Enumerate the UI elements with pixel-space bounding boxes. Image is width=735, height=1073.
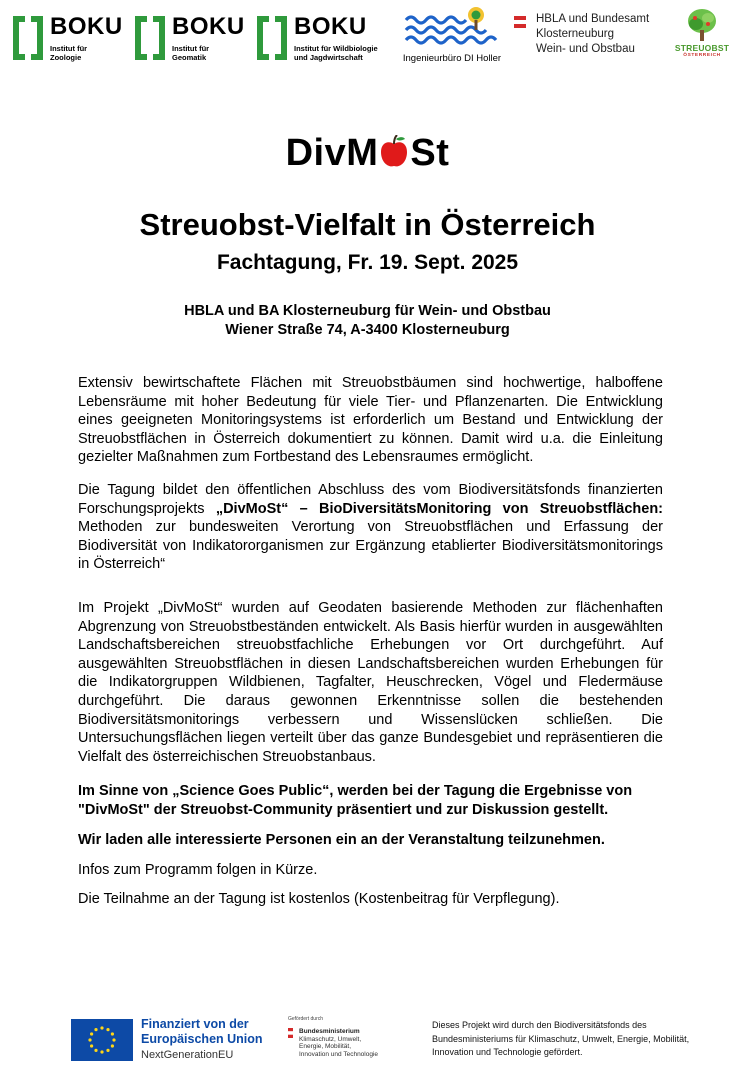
eu-line: Europäischen Union <box>141 1032 263 1046</box>
boku-institute-name <box>172 44 209 62</box>
ministry-line: Bundesministerium <box>299 1028 360 1035</box>
boku-institute-name <box>294 44 378 62</box>
venue-name: HBLA und BA Klosterneuburg für Wein- und Obstbau <box>184 303 551 319</box>
boku-institute-line: Zoologie <box>50 53 82 62</box>
austria-flag-icon <box>514 16 530 30</box>
event-date: Fachtagung, Fr. 19. Sept. 2025 <box>216 251 519 274</box>
ministry-line: Klimaschutz, Umwelt, <box>299 1035 362 1043</box>
eu-program: NextGenerationEU <box>141 1049 234 1061</box>
program-info-statement: Infos zum Programm folgen in Kürze. <box>78 862 318 878</box>
austria-flag-icon <box>288 1028 293 1038</box>
boku-institute-line: Geomatik <box>172 53 207 62</box>
project-name: „DivMoSt“ – BioDiversitätsMonitoring von Streuobstflächen: <box>215 500 663 517</box>
hbla-klosterneuburg-logo <box>514 12 664 62</box>
streuobst-logo-country: ÖSTERREICH <box>683 53 721 58</box>
venue-street: Wiener Straße 74, A-3400 Klosterneuburg <box>225 322 510 338</box>
hbla-line: Wein- und Obstbau <box>536 43 635 55</box>
boku-mark-icon <box>133 14 167 62</box>
ministry-logo <box>288 1016 413 1068</box>
boku-wordmark: BOKU <box>294 13 367 40</box>
boku-geomatik-logo <box>133 14 243 64</box>
streuobst-oesterreich-logo <box>672 6 732 68</box>
boku-institute-line: und Jagdwirtschaft <box>294 53 363 62</box>
eu-flag-icon <box>71 1019 133 1061</box>
ministry-line: Innovation und Technologie <box>299 1050 379 1058</box>
eu-line: Finanziert von der <box>141 1017 249 1031</box>
streuobst-logo-word: STREUOBST <box>674 43 730 53</box>
boku-mark-icon <box>11 14 45 62</box>
divmost-wordmark <box>0 130 735 176</box>
boku-wordmark: BOKU <box>50 13 123 40</box>
project-paragraph <box>78 481 663 574</box>
boku-institute-line: Institut für <box>172 44 210 53</box>
science-goes-public-statement: Im Sinne von „Science Goes Public“, werden bei der Tagung die Ergebnisse von "DivMoSt" der Streuobst-Community präsentiert und zur Diskussion gestellt. <box>78 783 633 818</box>
fruit-tree-icon <box>672 6 732 44</box>
boku-wildbiologie-logo <box>255 14 395 64</box>
page-title: Streuobst-Vielfalt in Österreich <box>139 207 596 242</box>
hbla-logo-text <box>536 12 649 57</box>
funding-note: Dieses Projekt wird durch den Biodiversitätsfonds des Bundesministeriums für Klimaschutz, Umwelt, Energie, Mobilität, Innovation und Technologie gefördert. <box>432 1020 690 1057</box>
venue-address <box>0 302 735 340</box>
boku-mark-icon <box>255 14 289 62</box>
boku-wordmark: BOKU <box>172 13 245 40</box>
intro-paragraph: Extensiv bewirtschaftete Flächen mit Streuobstbäumen sind hochwertige, halboffene Lebensräume mit hoher Bedeutung für viele Tier- und Pflanzenarten. Die Entwicklung eines geeigneten Monitoringsystems ist erforderlich um Bestand und Entwicklung der Streuobstflächen in Österreich dokumentiert zu können. Damit wird u.a. die Einleitung gezielter Maßnahmen zum Fortbestand des Lebensraumes ermöglicht. <box>78 375 663 466</box>
participation-statement: Die Teilnahme an der Tagung ist kostenlos (Kostenbeitrag für Verpflegung). <box>78 891 560 907</box>
eu-stars-icon <box>71 1019 133 1061</box>
ingenieurbuero-holler-logo <box>400 6 504 68</box>
invitation-statement: Wir laden alle interessierte Personen ein an der Veranstaltung teilzunehmen. <box>78 832 605 848</box>
brand-prefix: DivM <box>285 132 379 174</box>
eu-funding-text <box>141 1017 263 1063</box>
hbla-line: HBLA und Bundesamt <box>536 13 650 25</box>
logo-row <box>0 0 735 80</box>
project-description: Methoden zur bundesweiten Verortung von Streuobstflächen und Erfassung der Biodiversität von Indikatororganismen zur Ergänzung etablierter Biodiversitätsmonitorings in Österreich“ <box>78 519 663 573</box>
ministry-funded-by: Gefördert durch <box>288 1016 324 1022</box>
waves-tree-icon <box>400 6 504 54</box>
holler-caption: Ingenieurbüro DI Holler <box>402 53 502 64</box>
brand-suffix: St <box>410 132 450 174</box>
boku-institute-line: Institut für Wildbiologie <box>294 44 378 53</box>
ministry-name <box>299 1028 378 1058</box>
boku-zoologie-logo <box>11 14 121 64</box>
methods-paragraph: Im Projekt „DivMoSt“ wurden auf Geodaten basierende Methoden zur flächenhaften Abgrenzung von Streuobstbeständen entwickelt. Als Basis hierfür wurden in ausgewählten Landschaftsbereichen streuobstfachliche Erhebungen vor Ort durchgeführt. Auf ausgewählten Streuobstflächen in diesen Landschaftsbereichen wurden Erhebungen für die Indikatorgruppen Wildbienen, Tagfalter, Heuschrecken, Vögel und Fledermäuse durchgeführt. Die daraus gewonnen Erkenntnisse sollen die bestehenden Biodiversitätsmonitorings verbessern und Wissenslücken schließen. Die Untersuchungsflächen liegen verteilt über das ganze Bundesgebiet und repräsentieren die Vielfalt des österreichischen Streuobstanbaus. <box>78 600 663 765</box>
boku-institute-name <box>50 44 87 62</box>
project-lead: Die Tagung bildet den öffentlichen Abschluss des vom Biodiversitätsfonds finanzierten Forschungsprojekts <box>78 482 663 517</box>
ministry-line: Energie, Mobilität, <box>299 1043 352 1050</box>
hbla-line: Klosterneuburg <box>536 28 614 40</box>
boku-institute-line: Institut für <box>50 44 88 53</box>
apple-icon <box>379 135 409 169</box>
